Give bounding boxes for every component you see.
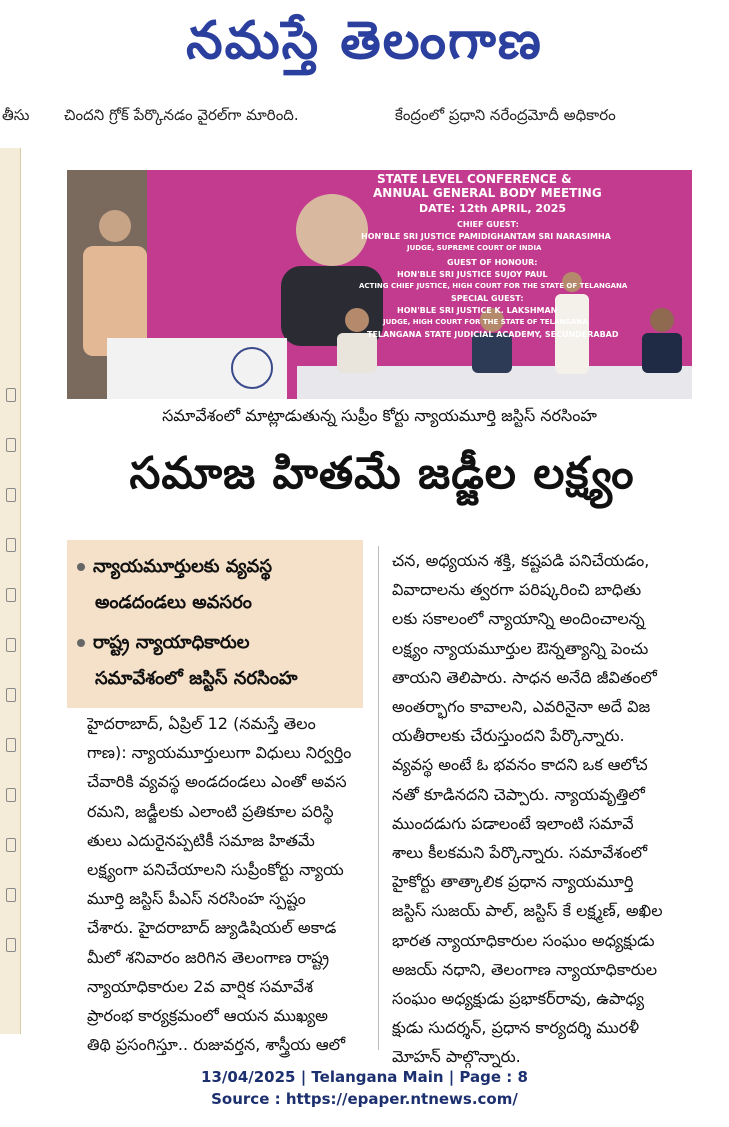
highlight-item-continued: సమావేశంలో జస్టిస్ నరసింహ bbox=[95, 668, 298, 689]
article-line: వ్యవస్థ అంటే ఓ భవనం కాదని ఒక ఆలోచ bbox=[392, 755, 648, 775]
article-line: చన, అధ్యయన శక్తి, కష్టపడి పనిచేయడం, bbox=[392, 551, 650, 570]
article-line: అంతర్భాగం కావాలని, ఎవరినైనా అదే విజ bbox=[392, 697, 651, 717]
banner-line: STATE LEVEL CONFERENCE & bbox=[377, 172, 572, 186]
article-line: ముందడుగు పడాలంటే ఇలాంటి సమావే bbox=[392, 813, 634, 833]
banner-line: ANNUAL GENERAL BODY MEETING bbox=[373, 186, 602, 200]
banner-line: TELANGANA STATE JUDICIAL ACADEMY, SECUNDERABAD bbox=[367, 330, 619, 339]
article-line: హైకోర్టు తాత్కాలిక ప్రధాన న్యాయమూర్తి bbox=[392, 872, 634, 892]
banner-line: JUDGE, HIGH COURT FOR THE STATE OF TELANGANA bbox=[383, 318, 588, 326]
highlight-item-continued: అండదండలు అవసరం bbox=[95, 592, 252, 613]
article-line: రమని, జడ్జీలకు ఎలాంటి ప్రతికూల పరిస్థి bbox=[87, 801, 334, 821]
article-line: చేవారికి వ్యవస్థ అండదండలు ఎంతో అవస bbox=[87, 772, 347, 792]
article-line: హైదరాబాద్, ఏప్రిల్ 12 (నమస్తే తెలం bbox=[87, 714, 316, 733]
article-line: యతీరాలకు చేరుస్తుందని పేర్కొన్నారు. bbox=[392, 726, 625, 746]
article-line: శాలు కీలకమని పేర్కొన్నారు. సమావేశంలో bbox=[392, 843, 648, 863]
ticker-item: కేంద్రంలో ప్రధాని నరేంద్రమోదీ అధికారం bbox=[395, 106, 616, 124]
column-divider bbox=[378, 546, 379, 1050]
article-line: నతో కూడినదని చెప్పారు. న్యాయవృత్తిలో bbox=[392, 784, 645, 804]
article-line: గాణ): న్యాయమూర్తులుగా విధులు నిర్వర్తిం bbox=[87, 743, 352, 763]
banner-line: ACTING CHIEF JUSTICE, HIGH COURT FOR THE STATE OF TELANGANA bbox=[359, 282, 628, 290]
bullet-icon bbox=[77, 639, 85, 647]
ticker-item: చిందని గ్రోక్ పేర్కొనడం వైరల్‌గా మారింది. bbox=[64, 106, 299, 124]
highlights-box bbox=[67, 540, 363, 708]
article-line: తిథి ప్రసంగిస్తూ.. రుజువర్తన, శాస్త్రీయ ఆలో bbox=[87, 1035, 346, 1055]
masthead bbox=[0, 0, 729, 90]
article-line: వివాదాలను త్వరగా పరిష్కరించి బాధితు bbox=[392, 580, 642, 600]
highlight-item: న్యాయమూర్తులకు వ్యవస్థ bbox=[77, 552, 272, 582]
article-line: మీలో శనివారం జరిగిన తెలంగాణ రాష్ట్ర bbox=[87, 947, 330, 967]
article-line: చేశారు. హైదరాబాద్ జ్యుడిషియల్ అకాడ bbox=[87, 918, 337, 938]
article-line: లక్ష్యంగా పనిచేయాలని సుప్రీంకోర్టు న్యాయ bbox=[87, 860, 344, 880]
article-column-right bbox=[392, 546, 692, 1072]
ticker-item: తీసు bbox=[2, 106, 30, 124]
banner-line: DATE: 12th APRIL, 2025 bbox=[419, 202, 567, 215]
event-photo bbox=[67, 170, 692, 399]
banner-line: CHIEF GUEST: bbox=[457, 220, 519, 229]
banner-line: JUDGE, SUPREME COURT OF INDIA bbox=[407, 244, 542, 252]
article-line: లక్ష్యం న్యాయమూర్తుల ఔన్నత్యాన్ని పెంచు bbox=[392, 638, 649, 658]
article-line: తులు ఎదురైనప్పటికీ సమాజ హితమే bbox=[87, 830, 315, 850]
banner-line: HON'BLE SRI JUSTICE PAMIDIGHANTAM SRI NARASIMHA bbox=[361, 232, 611, 241]
article-line: న్యాయాధికారుల 2వ వార్షిక సమావేశ bbox=[87, 976, 314, 996]
adjacent-column-strip bbox=[0, 148, 21, 1034]
photo-caption: సమావేశంలో మాట్లాడుతున్న సుప్రీం కోర్టు న్యాయమూర్తి జస్టిస్ నరసింహ bbox=[162, 406, 597, 425]
article-line: మూర్తి జస్టిస్ పీఎస్ నరసింహ స్పష్టం bbox=[87, 889, 306, 909]
banner-line: SPECIAL GUEST: bbox=[451, 294, 524, 303]
article-line: ప్రారంభ కార్యక్రమంలో ఆయన ముఖ్యఅ bbox=[87, 1006, 328, 1026]
article-line: లకు సకాలంలో న్యాయాన్ని అందించాలన్న bbox=[392, 609, 645, 629]
article-line: క్షుడు సుదర్శన్, ప్రధాన కార్యదర్శి మురళీ bbox=[392, 1018, 639, 1038]
article-column-left bbox=[87, 709, 363, 1059]
article-line: జస్టిస్ సుజయ్ పాల్, జస్టిస్ కే లక్ష్మణ్, అఖిల bbox=[392, 901, 663, 921]
newspaper-title: నమస్తే తెలంగాణ bbox=[186, 11, 543, 71]
banner-line: HON'BLE SRI JUSTICE K. LAKSHMAN bbox=[397, 306, 558, 315]
page-meta: 13/04/2025 | Telangana Main | Page : 8 bbox=[201, 1068, 528, 1086]
article-line: సంఘం అధ్యక్షుడు ప్రభాకర్‌రావు, ఉపాధ్య bbox=[392, 989, 645, 1009]
article-line: మోహన్ పాల్గొన్నారు. bbox=[392, 1047, 521, 1067]
banner-line: HON'BLE SRI JUSTICE SUJOY PAUL bbox=[397, 270, 548, 279]
article-line: అజయ్ నధాని, తెలంగాణ న్యాయాధికారుల bbox=[392, 959, 658, 979]
news-ticker bbox=[0, 100, 729, 132]
banner-line: GUEST OF HONOUR: bbox=[447, 258, 538, 267]
source-url: Source : https://epaper.ntnews.com/ bbox=[211, 1090, 518, 1108]
highlight-item: రాష్ట్ర న్యాయాధికారుల bbox=[77, 628, 250, 658]
bullet-icon bbox=[77, 563, 85, 571]
article-line: భారత న్యాయాధికారుల సంఘం అధ్యక్షుడు bbox=[392, 930, 655, 950]
article-headline: సమాజ హితమే జడ్జీల లక్ష్యం bbox=[129, 448, 635, 499]
article-line: తాయని తెలిపారు. సాధన అనేది జీవితంలో bbox=[392, 667, 657, 687]
